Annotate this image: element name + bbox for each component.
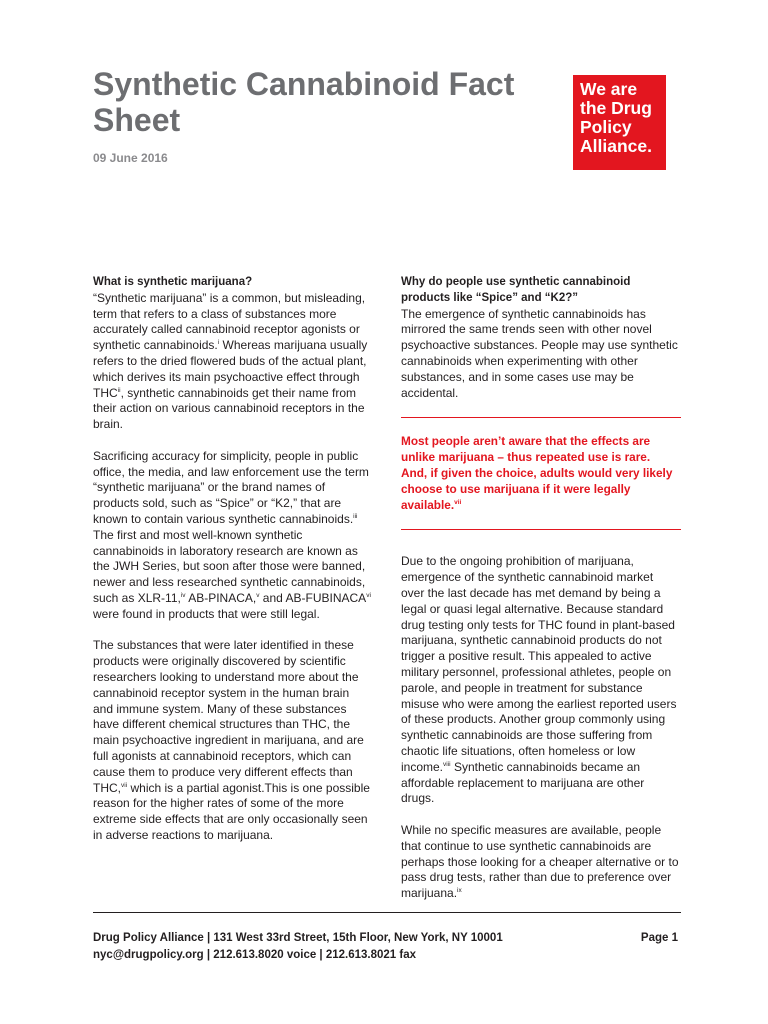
endnote-ref[interactable]: vii xyxy=(454,498,462,506)
endnote-ref[interactable]: v xyxy=(256,591,260,599)
paragraph: The substances that were later identified in these products were originally discovered by scientific researchers looking to understand more about the cannabinoid receptor system in the human brain and immune system. Many of these substances have different chemical structures than THC, the main psychoactive ingredient in marijuana, and are full agonists at cannabinoid receptors, which can cause them to produce very different effects than THC,$^{vii}$ which is a partial agonist.This is one possible reason for the higher rates of some of the more extreme side effects that are only occasionally seen in adverse reactions to marijuana. xyxy=(93,638,370,842)
left-column xyxy=(93,275,371,859)
footer-address: Drug Policy Alliance | 131 West 33rd Street, 15th Floor, New York, NY 10001 xyxy=(93,932,503,944)
section-heading-why-use: Why do people use synthetic cannabinoid products like “Spice” and “K2?” xyxy=(401,276,631,304)
paragraph: Due to the ongoing prohibition of marijuana, emergence of the synthetic cannabinoid market over the last decade has met demand by being a legal or quasi legal alternative. Because standard drug testing only tests for THC found in plant-based marijuana, synthetic cannabinoid products do not trigger a positive result. This appealed to active military personnel, professional athletes, people on parole, and people in treatment for substance misuse who were among the earliest reported users of these products. Another group commonly using synthetic cannabinoids are those suffering from chaotic life situations, often homeless or low income.$^{viii}$ Synthetic cannabinoids became an affordable replacement to marijuana are other drugs. xyxy=(401,554,677,806)
endnote-ref[interactable]: vii xyxy=(121,781,128,789)
right-column xyxy=(401,275,679,918)
footer-contact[interactable]: nyc@drugpolicy.org | 212.613.8020 voice | 212.613.8021 fax xyxy=(93,948,417,961)
paragraph: “Synthetic marijuana” is a common, but misleading, term that refers to a class of substances more accurately called cannabinoid receptor agonists or synthetic cannabinoids.$^i$ Whereas marijuana usually refers to the dried flowered buds of the actual plant, which derives its main psychoactive effect through THC$^{ii}$, synthetic cannabinoids get their name from their action on various cannabinoid receptors in the brain. xyxy=(93,290,368,432)
footer-divider xyxy=(93,912,681,913)
document-title: Synthetic Cannabinoid Fact Sheet xyxy=(93,66,515,138)
page-number: Page 1 xyxy=(640,932,678,944)
section-heading-what-is: What is synthetic marijuana? xyxy=(93,276,253,288)
endnote-ref[interactable]: iv xyxy=(180,591,186,599)
footer xyxy=(93,930,683,963)
paragraph: The emergence of synthetic cannabinoids has mirrored the same trends seen with other novel psychoactive substances. People may use synthetic cannabinoids when experimenting with other substances, and in some cases use may be accidental. xyxy=(401,306,678,400)
paragraph: While no specific measures are available, people that continue to use synthetic cannabinoids are perhaps those looking for a cheaper alternative or to pass drug tests, rather than due to preference over marijuana.$^{ix}$ xyxy=(401,822,679,901)
logo-line: the Drug xyxy=(580,98,652,118)
endnote-ref[interactable]: iii xyxy=(353,512,358,520)
logo-line: We are xyxy=(580,79,638,99)
endnote-ref[interactable]: viii xyxy=(443,760,451,768)
logo-line: Alliance. xyxy=(580,136,652,156)
drug-policy-alliance-logo xyxy=(573,75,666,170)
endnote-ref[interactable]: vi xyxy=(366,591,371,599)
pullquote-divider-top xyxy=(401,417,681,418)
pullquote: Most people aren’t aware that the effects are unlike marijuana – thus repeated use is rare. And, if given the choice, adults would very likely choose to use marijuana if it were legally available.$^{vii}$ xyxy=(401,434,673,512)
pullquote-divider-bottom xyxy=(401,529,681,530)
endnote-ref[interactable]: ii xyxy=(117,386,121,394)
endnote-ref[interactable]: ix xyxy=(457,887,462,895)
document-date: 09 June 2016 xyxy=(93,151,168,165)
endnote-ref[interactable]: i xyxy=(217,339,220,347)
logo-line: Policy xyxy=(580,117,632,137)
paragraph: Sacrificing accuracy for simplicity, people in public office, the media, and law enforcement use the term “synthetic marijuana” or the brand names of products sold, such as “Spice” or “K2,” that are known to contain various synthetic cannabinoids.$^{iii}$ The first and most well-known synthetic cannabinoids in laboratory research are known as the JWH Series, but soon after those were banned, newer and less researched synthetic cannabinoids, such as XLR-11,$^{iv}$ AB-PINACA,$^v$ and AB-FUBINACA$^{vi}$ were found in products that were still legal. xyxy=(93,448,371,621)
